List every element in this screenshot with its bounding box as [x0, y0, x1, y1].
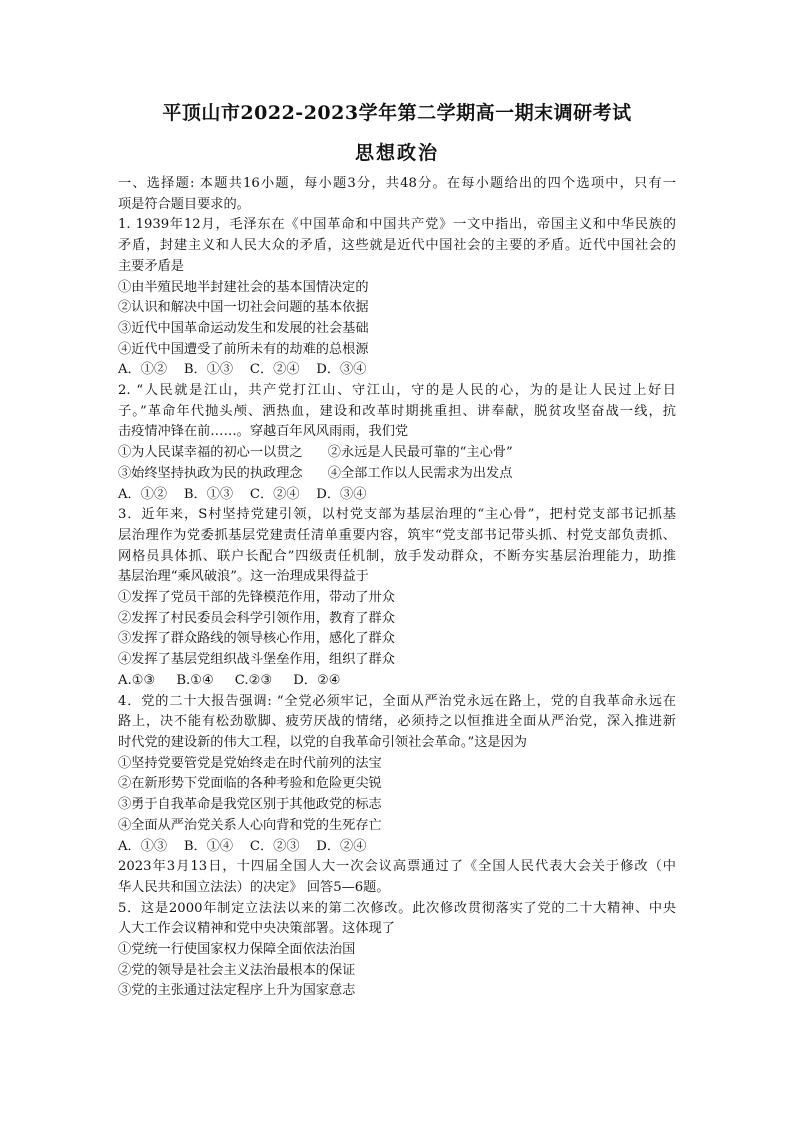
answer-choices: A．①② B．①③ C．②④ D．③④	[118, 486, 367, 502]
section-header-line: 项是符合题目要求的。	[118, 196, 250, 212]
section-header	[118, 174, 676, 215]
answer-choices: A．①② B．①③ C．②④ D．③④	[118, 362, 367, 378]
question-stem-line: 时代党的建设新的伟大工程，以党的自我革命引领社会革命。”这是因为	[118, 734, 527, 750]
question-option: ④全面从严治党关系人心向背和党的生死存亡	[118, 817, 382, 833]
question-1	[118, 215, 676, 381]
question-stem-line: 网格员具体抓、联户长配合”四级责任机制，放手发动群众，不断夯实基层治理能力，助推	[118, 548, 676, 564]
question-option: ②发挥了村民委员会科学引领作用，教育了群众	[118, 610, 395, 626]
question-stem-line: 人大工作会议精神和党中央决策部署。这体现了	[118, 921, 395, 937]
exam-title: 平顶山市2022-2023学年第二学期高一期末调研考试	[162, 102, 632, 124]
question-stem-line: 3．近年来，S村坚持党建引领，以村党支部为基层治理的“主心骨”，把村党支部书记抓基	[118, 507, 676, 523]
question-option: ①发挥了党员干部的先锋模范作用，带动了卅众	[118, 590, 395, 606]
question-option: ③发挥了群众路线的领导核心作用，感化了群众	[118, 631, 395, 647]
question-option: ③勇于自我革命是我党区别于其他政党的标志	[118, 797, 382, 813]
question-stem-line: 5．这是2000年制定立法法以来的第二次修改。此次修改贯彻落实了党的二十大精神、中央	[118, 900, 676, 916]
material-line: 2023年3月13日，十四届全国人大一次会议高票通过了《全国人民代表大会关于修改（中	[118, 859, 676, 875]
question-option: ③近代中国革命运动发生和发展的社会基础	[118, 320, 369, 336]
material-line: 华人民共和国立法法）的决定》 回答5—6题。	[118, 879, 390, 895]
question-option: ①由半殖民地半封建社会的基本国情决定的	[118, 279, 369, 295]
exam-page	[118, 100, 676, 1002]
question-stem-line: 4．党的二十大报告强调: “全党必须牢记，全面从严治党永远在路上，党的自我革命永远在	[118, 693, 676, 709]
question-3	[118, 505, 676, 691]
question-stem-line: 子。”革命年代抛头颅、洒热血，建设和改革时期挑重担、讲奉献，脱贫攻坚奋战一线，抗	[118, 403, 676, 419]
question-option: ①坚持党要管党是党始终走在时代前列的法宝	[118, 755, 382, 771]
question-stem-line: 路上，决不能有松劲歇脚、疲劳厌战的情绪，必须持之以恒推进全面从严治党，深入推进新	[118, 714, 676, 730]
question-stem-line: 击疫情冲锋在前……。穿越百年风风雨雨，我们党	[118, 424, 409, 440]
question-option: ③党的主张通过法定程序上升为国家意志	[118, 983, 356, 999]
question-option: ②党的领导是社会主义法治最根本的保证	[118, 962, 356, 978]
subject-title: 思想政治	[354, 142, 439, 164]
question-stem-line: 矛盾，封建主义和人民大众的矛盾，这些就是近代中国社会的主要的矛盾。近代中国社会的	[118, 238, 676, 254]
question-option: ①党统一行使国家权力保障全面依法治国	[118, 942, 356, 958]
answer-choices: A.①③ B.①④ C.②③ D．②④	[118, 672, 341, 688]
question-stem-line: 层治理作为党委抓基层党建责任清单重要内容，筑牢“党支部书记带头抓、村党支部负责抓、	[118, 527, 676, 543]
question-option: ④发挥了基层党组织战斗堡垒作用，组织了群众	[118, 652, 395, 668]
material-5-6	[118, 857, 676, 898]
question-option: ②在新形势下党面临的各种考验和危险更尖锐	[118, 776, 382, 792]
question-2	[118, 381, 676, 505]
question-option: ③始终坚持执政为民的执政理念 ④全部工作以人民需求为出发点	[118, 465, 513, 481]
question-option: ①为人民谋幸福的初心一以贯之 ②永远是人民最可靠的“主心骨”	[118, 445, 513, 461]
question-option: ②认识和解决中国一切社会问题的基本依据	[118, 300, 369, 316]
section-header-line: 一、选择题: 本题共16小题，每小题3分，共48分。在每小题给出的四个选项中，只有一	[118, 176, 676, 191]
question-stem-line: 基层治理“乘风破浪”。这一治理成果得益于	[118, 569, 369, 585]
question-4	[118, 692, 676, 858]
question-stem-line: 2. “人民就是江山，共产党打江山、守江山，守的是人民的心，为的是让人民过上好日	[118, 383, 676, 399]
question-5	[118, 899, 676, 1003]
question-stem-line: 主要矛盾是	[118, 258, 184, 274]
question-option: ④近代中国遭受了前所未有的劫难的总根源	[118, 341, 369, 357]
answer-choices: A．①③ B．①④ C．②③ D．②④	[118, 838, 367, 854]
question-stem-line: 1. 1939年12月，毛泽东在《中国革命和中国共产党》一文中指出，帝国主义和中华民族的	[118, 217, 676, 233]
